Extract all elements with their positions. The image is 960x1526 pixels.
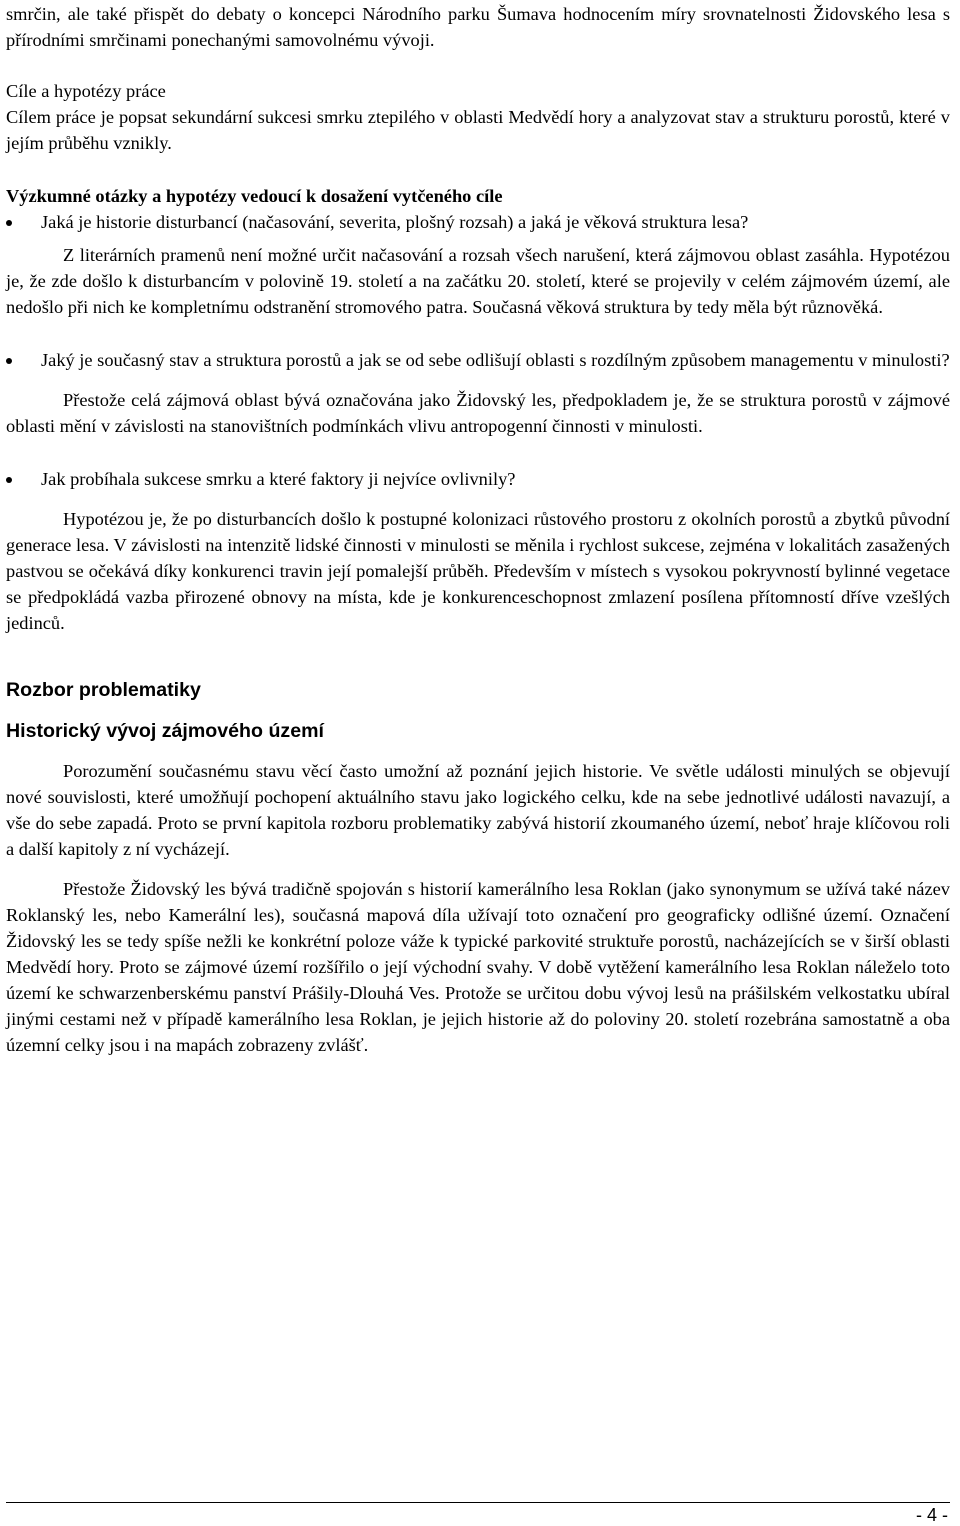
question-3: [6, 466, 950, 492]
bullet-icon: [6, 477, 12, 483]
answer-1: Z literárních pramenů není možné určit načasování a rozsah všech narušení, která zájmovou oblast zasáhla. Hypotézou je, že zde došlo k disturbancím v polovině 19. století a na začátku 20. století, které se projevily v celém zájmovém území, ale nedošlo při nich ke kompletnímu odstranění stromového patra. Současná věková struktura by tedy měla být různověká.: [6, 245, 950, 317]
goals-text: Cílem práce je popsat sekundární sukcesi smrku ztepilého v oblasti Medvědí hory a analyzovat stav a strukturu porostů, které v jejím průběhu vznikly.: [6, 107, 950, 153]
question-2-text: Jaký je současný stav a struktura porostů a jak se od sebe odlišují oblasti s rozdílným způsobem managementu v minulosti?: [41, 350, 950, 370]
bullet-icon: [6, 220, 12, 226]
question-2: [6, 347, 950, 373]
document-page: [6, 0, 950, 1058]
question-1-text: Jaká je historie disturbancí (načasování, severita, plošný rozsah) a jaká je věková struktura lesa?: [41, 212, 749, 232]
answer-3: Hypotézou je, že po disturbancích došlo k postupné kolonizaci růstového prostoru z okolních porostů a zbytků původní generace lesa. V závislosti na intenzitě lidské činnosti v minulosti se měnila i rychlost sukcese, zejména v lokalitách zasažených pastvou se očekává díky konkurenci travin její pomalejší průběh. Především v místech s vysokou pokryvností bylinné vegetace se předpokládá vazba přirozené obnovy na místa, kde je konkurenceschopnost zmlazení posílena přítomností dříve vzešlých jedinců.: [6, 509, 950, 633]
bullet-icon: [6, 358, 12, 364]
intro-paragraph: smrčin, ale také přispět do debaty o koncepci Národního parku Šumava hodnocením míry srovnatelnosti Židovského lesa s přírodními smrčinami ponechanými samovolnému vývoji.: [6, 4, 950, 50]
questions-heading: Výzkumné otázky a hypotézy vedoucí k dosažení vytčeného cíle: [6, 186, 503, 206]
question-1: [6, 209, 950, 235]
footer-divider: [6, 1502, 950, 1503]
page-number: - 4 -: [915, 1505, 948, 1525]
history-paragraph-1: Porozumění současnému stavu věcí často umožní až poznání jejich historie. Ve světle události minulých se objevují nové souvislosti, které umožňují pochopení aktuálního stavu jako logického celku, kde na sebe jednotlivé události navazují, a vše do sebe zapadá. Proto se první kapitola rozboru problematiky zabývá historií zkoumaného území, neboť hraje klíčovou roli a další kapitoly z ní vycházejí.: [6, 761, 950, 859]
answer-2: Přestože celá zájmová oblast bývá označována jako Židovský les, předpokladem je, že se struktura porostů v zájmové oblasti mění v závislosti na stanovištních podmínkách vlivu antropogenní činnosti v minulosti.: [6, 390, 950, 436]
goals-heading: Cíle a hypotézy práce: [6, 81, 166, 101]
section-title: Rozbor problematiky: [6, 679, 201, 701]
history-paragraph-2: Přestože Židovský les bývá tradičně spojován s historií kamerálního lesa Roklan (jako synonymum se užívá také název Roklanský les, nebo Kamerální les), současná mapová díla užívají toto označení pro geograficky odlišné území. Označení Židovský les se tedy spíše nežli ke konkrétní poloze váže k typické parkovité struktuře porostů, nacházejících se v širší oblasti Medvědí hory. Proto se zájmové území rozšířilo o její východní svahy. V době vytěžení kamerálního lesa Roklan náleželo toto území ke schwarzenberskému panství Prášily-Dlouhá Ves. Protože se určitou dobu vývoj lesů na prášilském velkostatku ubíral jinými cestami než v případě kamerálního lesa Roklan, je jejich historie až do poloviny 20. století rozebrána samostatně a oba územní celky jsou i na mapách zobrazeny zvlášť.: [6, 879, 950, 1055]
section-subtitle: Historický vývoj zájmového území: [6, 720, 324, 742]
question-3-text: Jak probíhala sukcese smrku a které faktory ji nejvíce ovlivnily?: [41, 469, 516, 489]
